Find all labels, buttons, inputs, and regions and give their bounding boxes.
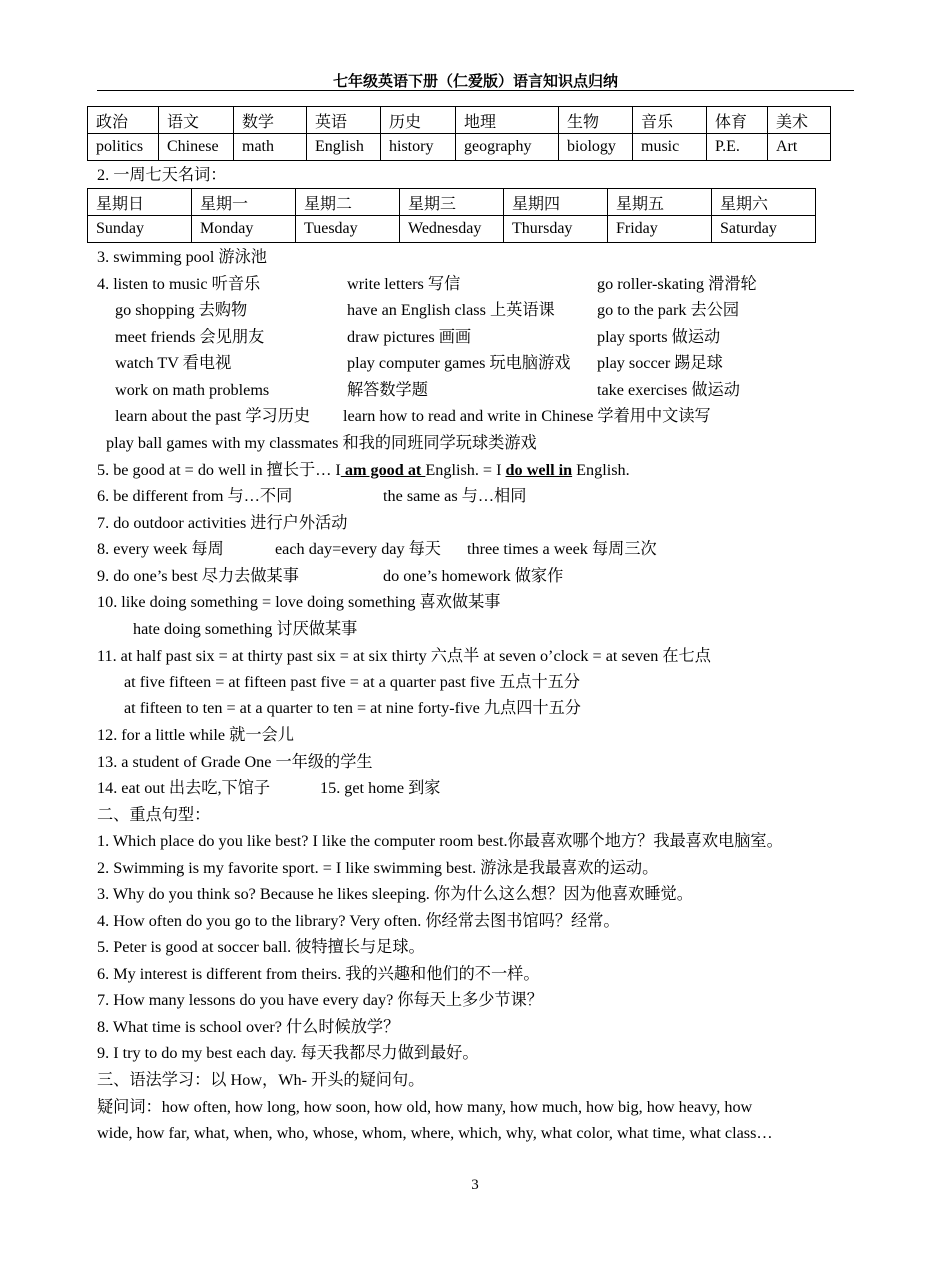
weekday-cn-cell: 星期六 — [712, 189, 816, 216]
sentence-item: 3. Why do you think so? Because he likes sleeping. 你为什么这么想？因为他喜欢睡觉。 — [97, 885, 693, 903]
subject-cn-cell: 生物 — [559, 107, 633, 134]
weekday-en-cell: Tuesday — [296, 216, 400, 243]
phrase-item: 7. do outdoor activities 进行户外活动 — [97, 514, 348, 532]
phrase-item: go roller-skating 滑滑轮 — [597, 275, 757, 293]
section-heading-grammar: 三、语法学习：以 How，Wh- 开头的疑问句。 — [97, 1071, 425, 1089]
weekday-en-cell: Thursday — [504, 216, 608, 243]
sentence-item: 1. Which place do you like best? I like the computer room best.你最喜欢哪个地方？我最喜欢电脑室。 — [97, 832, 783, 850]
sentence-item: 2. Swimming is my favorite sport. = I like swimming best. 游泳是我最喜欢的运动。 — [97, 859, 659, 877]
phrase-item: at five fifteen = at fifteen past five = at a quarter past five 五点十五分 — [124, 673, 581, 691]
subject-en-cell: English — [307, 134, 381, 161]
weekdays-heading: 2. 一周七天名词： — [97, 166, 227, 184]
subjects-en-row — [88, 134, 831, 161]
subject-cn-cell: 历史 — [381, 107, 456, 134]
weekday-cn-cell: 星期二 — [296, 189, 400, 216]
phrase-item: go to the park 去公园 — [597, 301, 740, 319]
phrase-item: hate doing something 讨厌做某事 — [133, 620, 358, 638]
page-number: 3 — [471, 1177, 479, 1193]
subject-cn-cell: 英语 — [307, 107, 381, 134]
sentence-item: 9. I try to do my best each day. 每天我都尽力做到最好。 — [97, 1044, 479, 1062]
subject-cn-cell: 政治 — [88, 107, 159, 134]
subject-en-cell: P.E. — [707, 134, 768, 161]
subject-en-cell: music — [633, 134, 707, 161]
weekday-en-cell: Friday — [608, 216, 712, 243]
phrase-item: play ball games with my classmates 和我的同班同学玩球类游戏 — [106, 434, 537, 452]
phrase-item: each day=every day 每天 — [275, 540, 441, 558]
phrase-item: learn how to read and write in Chinese 学着用中文读写 — [343, 407, 711, 425]
subjects-table — [87, 106, 831, 161]
phrase-item: 3. swimming pool 游泳池 — [97, 248, 267, 266]
phrase-item: three times a week 每周三次 — [467, 540, 657, 558]
phrase-item: 解答数学题 — [347, 381, 428, 399]
phrase-item: write letters 写信 — [347, 275, 461, 293]
phrase-item: play sports 做运动 — [597, 328, 721, 346]
subject-cn-cell: 体育 — [707, 107, 768, 134]
phrase-5-underlined: do well in — [505, 461, 573, 479]
phrase-item: 4. listen to music 听音乐 — [97, 275, 261, 293]
subject-en-cell: history — [381, 134, 456, 161]
phrase-item: play computer games 玩电脑游戏 — [347, 354, 571, 372]
sentence-item: 7. How many lessons do you have every day? 你每天上多少节课？ — [97, 991, 543, 1009]
weekday-cn-cell: 星期三 — [400, 189, 504, 216]
weekday-en-cell: Monday — [192, 216, 296, 243]
phrase-item: 6. be different from 与…不同 — [97, 487, 293, 505]
sentence-item: 4. How often do you go to the library? Very often. 你经常去图书馆吗？经常。 — [97, 912, 620, 930]
phrase-item: 15. get home 到家 — [320, 779, 441, 797]
subject-en-cell: Chinese — [159, 134, 234, 161]
phrase-item: 12. for a little while 就一会儿 — [97, 726, 294, 744]
phrase-item: learn about the past 学习历史 — [115, 407, 311, 425]
page-header-title: 七年级英语下册（仁爱版）语言知识点归纳 — [332, 72, 618, 90]
subjects-cn-row — [88, 107, 831, 134]
phrase-item: 14. eat out 出去吃,下馆子 — [97, 779, 271, 797]
phrase-item: 8. every week 每周 — [97, 540, 224, 558]
phrase-item: play soccer 踢足球 — [597, 354, 723, 372]
phrase-item: work on math problems — [115, 381, 270, 399]
phrase-item: take exercises 做运动 — [597, 381, 740, 399]
subject-en-cell: math — [234, 134, 307, 161]
phrase-5-text: 5. be good at = do well in 擅长于… I — [97, 461, 341, 479]
subject-cn-cell: 音乐 — [633, 107, 707, 134]
phrase-item: the same as 与…相同 — [383, 487, 527, 505]
phrase-item: do one’s homework 做家作 — [383, 567, 564, 585]
subject-en-cell: Art — [768, 134, 831, 161]
subject-cn-cell: 数学 — [234, 107, 307, 134]
phrase-item: meet friends 会见朋友 — [115, 328, 265, 346]
section-heading-sentences: 二、重点句型： — [97, 806, 211, 824]
weekdays-table — [87, 188, 816, 243]
weekday-en-cell: Sunday — [88, 216, 192, 243]
weekday-cn-cell: 星期一 — [192, 189, 296, 216]
grammar-question-words: wide, how far, what, when, who, whose, whom, where, which, why, what color, what time, what class… — [97, 1124, 773, 1142]
phrase-5-text: English. — [572, 461, 630, 479]
subject-en-cell: politics — [88, 134, 159, 161]
sentence-item: 8. What time is school over? 什么时候放学？ — [97, 1018, 400, 1036]
subject-cn-cell: 美术 — [768, 107, 831, 134]
weekdays-cn-row — [88, 189, 816, 216]
phrase-item: go shopping 去购物 — [115, 301, 248, 319]
phrase-item: 13. a student of Grade One 一年级的学生 — [97, 753, 373, 771]
phrase-item: 9. do one’s best 尽力去做某事 — [97, 567, 299, 585]
subject-en-cell: geography — [456, 134, 559, 161]
sentence-item: 5. Peter is good at soccer ball. 彼特擅长与足球。 — [97, 938, 425, 956]
phrase-item-5 — [97, 460, 630, 480]
phrase-item: 10. like doing something = love doing something 喜欢做某事 — [97, 593, 501, 611]
phrase-5-underlined: am good at — [340, 461, 426, 479]
subject-cn-cell: 地理 — [456, 107, 559, 134]
weekday-cn-cell: 星期五 — [608, 189, 712, 216]
grammar-question-words: 疑问词：how often, how long, how soon, how old, how many, how much, how big, how heavy, how — [97, 1098, 753, 1116]
subject-cn-cell: 语文 — [159, 107, 234, 134]
weekday-en-cell: Wednesday — [400, 216, 504, 243]
phrase-item: at fifteen to ten = at a quarter to ten = at nine forty-five 九点四十五分 — [124, 699, 581, 717]
phrase-5-text: English. = I — [425, 461, 506, 479]
phrase-item: have an English class 上英语课 — [347, 301, 555, 319]
sentence-item: 6. My interest is different from theirs. 我的兴趣和他们的不一样。 — [97, 965, 540, 983]
weekdays-en-row — [88, 216, 816, 243]
phrase-item: draw pictures 画画 — [347, 328, 472, 346]
weekday-cn-cell: 星期四 — [504, 189, 608, 216]
phrase-item: 11. at half past six = at thirty past six = at six thirty 六点半 at seven o’clock = at seven 在七点 — [97, 647, 711, 665]
subject-en-cell: biology — [559, 134, 633, 161]
weekday-cn-cell: 星期日 — [88, 189, 192, 216]
header-rule — [97, 90, 854, 91]
weekday-en-cell: Saturday — [712, 216, 816, 243]
phrase-item: watch TV 看电视 — [115, 354, 232, 372]
